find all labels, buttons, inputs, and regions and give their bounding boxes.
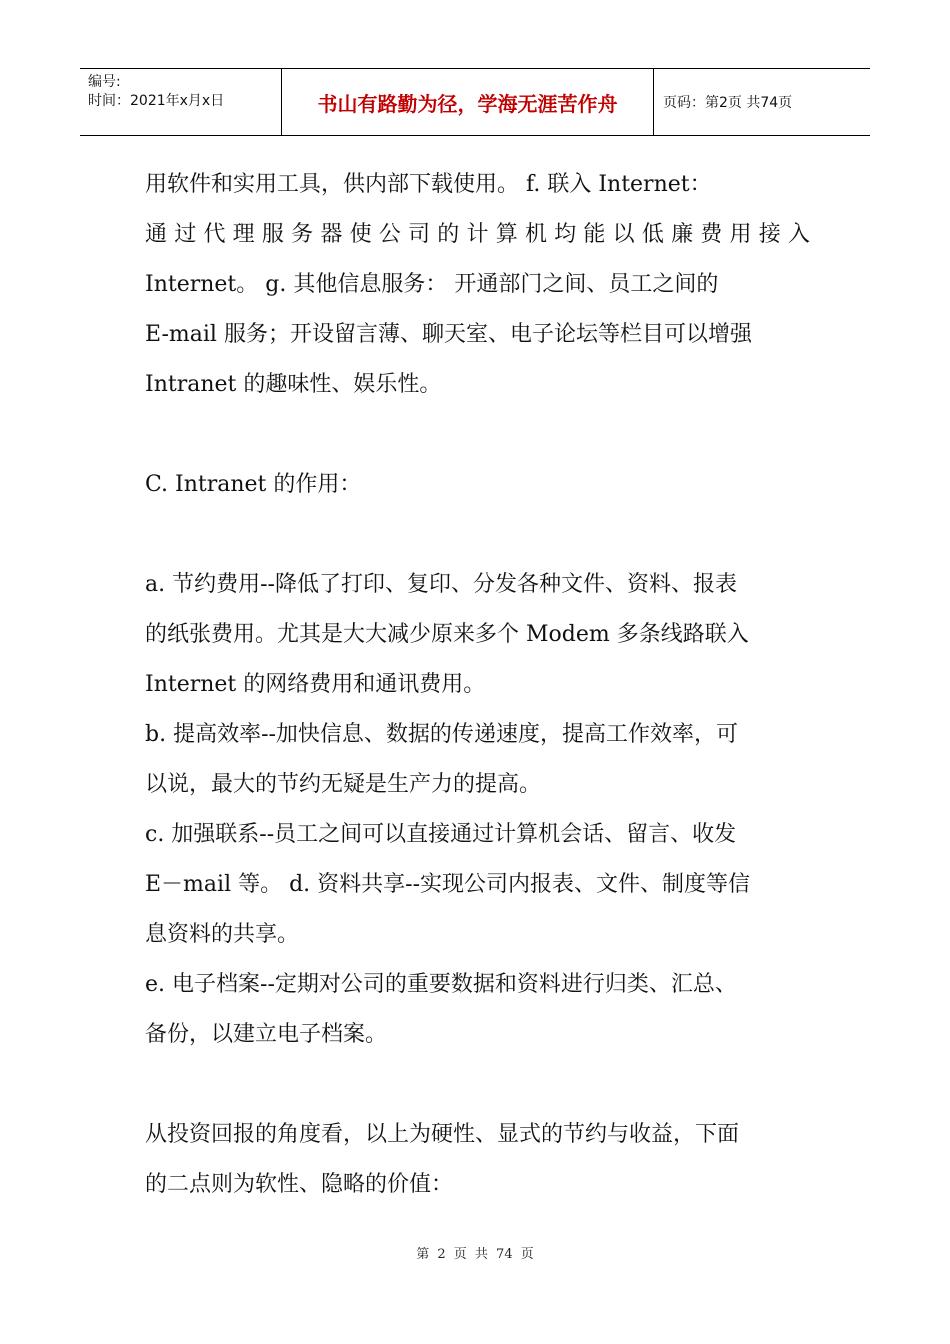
text-line: b. 提高效率--加快信息、数据的传递速度，提高工作效率，可	[145, 722, 738, 747]
text-line: 以说，最大的节约无疑是生产力的提高。	[145, 772, 542, 797]
text-line: 通过代理服务器使公司的计算机均能以低廉费用接入	[145, 222, 810, 247]
page-header	[80, 68, 870, 136]
number-label: 编号:	[88, 74, 121, 90]
text-line: c. 加强联系--员工之间可以直接通过计算机会话、留言、收发	[145, 822, 737, 847]
document-body	[145, 160, 810, 1210]
text-line: Internet 的网络费用和通讯费用。	[145, 672, 486, 697]
text-line: 用软件和实用工具，供内部下载使用。 f. 联入 Internet：	[145, 172, 712, 197]
text-line: 的二点则为软性、隐略的价值：	[145, 1172, 454, 1197]
text-line: 备份，以建立电子档案。	[145, 1022, 388, 1047]
text-line: E-mail 服务；开设留言薄、聊天室、电子论坛等栏目可以增强	[145, 322, 752, 347]
text-line: Internet。 g. 其他信息服务： 开通部门之间、员工之间的	[145, 272, 719, 297]
text-line: Intranet 的趣味性、娱乐性。	[145, 372, 442, 397]
time-label: 时间：2021年x月x日	[88, 93, 225, 109]
header-meta	[80, 69, 282, 135]
text-line: 息资料的共享。	[145, 922, 300, 947]
header-page-code: 页码：第2页 共74页	[663, 95, 793, 111]
text-line: a. 节约费用--降低了打印、复印、分发各种文件、资料、报表	[145, 572, 737, 597]
text-line: e. 电子档案--定期对公司的重要数据和资料进行归类、汇总、	[145, 972, 737, 997]
text-line: E－mail 等。 d. 资料共享--实现公司内报表、文件、制度等信	[145, 872, 751, 897]
text-line: 的纸张费用。尤其是大大减少原来多个 Modem 多条线路联入	[145, 622, 749, 647]
text-line: 从投资回报的角度看，以上为硬性、显式的节约与收益，下面	[145, 1122, 740, 1147]
section-heading: C. Intranet 的作用：	[145, 472, 362, 497]
header-motto: 书山有路勤为径，学海无涯苦作舟	[282, 69, 654, 135]
page-footer: 第 2 页 共 74 页	[416, 1247, 534, 1262]
